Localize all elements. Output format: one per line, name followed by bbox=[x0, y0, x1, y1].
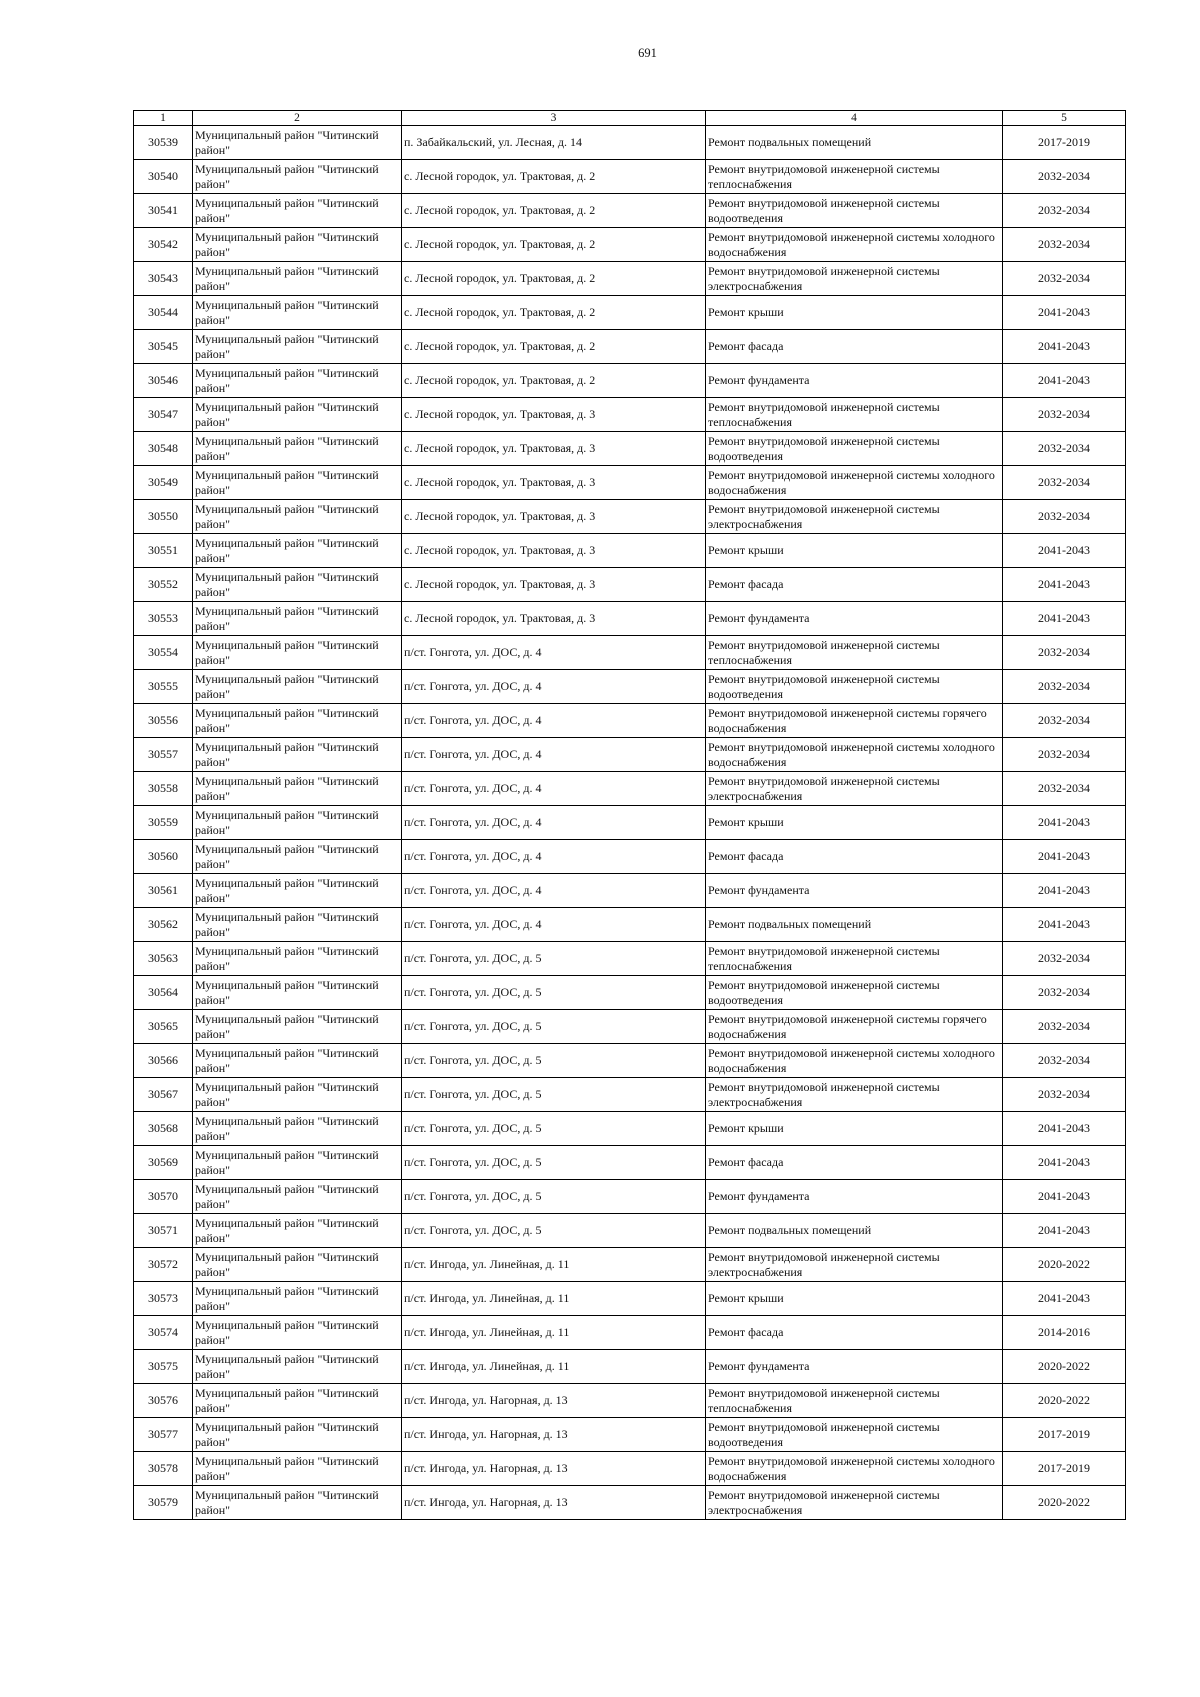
table-row bbox=[134, 1180, 1126, 1214]
work-type-cell: Ремонт внутридомовой инженерной системы теплоснабжения bbox=[706, 1384, 1003, 1418]
work-type-cell: Ремонт фундамента bbox=[706, 1180, 1003, 1214]
column-number: 4 bbox=[706, 111, 1003, 126]
work-type-cell: Ремонт фасада bbox=[706, 330, 1003, 364]
row-number: 30566 bbox=[134, 1044, 193, 1078]
address-cell: п/ст. Ингода, ул. Линейная, д. 11 bbox=[402, 1350, 706, 1384]
work-type-cell: Ремонт крыши bbox=[706, 1112, 1003, 1146]
address-cell: с. Лесной городок, ул. Трактовая, д. 2 bbox=[402, 160, 706, 194]
municipality-cell: Муниципальный район "Читинский район" bbox=[193, 262, 402, 296]
work-type-cell: Ремонт внутридомовой инженерной системы электроснабжения bbox=[706, 262, 1003, 296]
municipality-cell: Муниципальный район "Читинский район" bbox=[193, 1146, 402, 1180]
address-cell: п/ст. Гонгота, ул. ДОС, д. 4 bbox=[402, 670, 706, 704]
table-row bbox=[134, 1248, 1126, 1282]
table-row bbox=[134, 1452, 1126, 1486]
row-number: 30563 bbox=[134, 942, 193, 976]
table-body bbox=[134, 111, 1126, 1520]
period-cell: 2041-2043 bbox=[1003, 806, 1126, 840]
work-type-cell: Ремонт внутридомовой инженерной системы электроснабжения bbox=[706, 772, 1003, 806]
table-row bbox=[134, 976, 1126, 1010]
row-number: 30539 bbox=[134, 126, 193, 160]
municipality-cell: Муниципальный район "Читинский район" bbox=[193, 364, 402, 398]
period-cell: 2032-2034 bbox=[1003, 1044, 1126, 1078]
address-cell: п/ст. Гонгота, ул. ДОС, д. 4 bbox=[402, 806, 706, 840]
work-type-cell: Ремонт подвальных помещений bbox=[706, 908, 1003, 942]
table-row bbox=[134, 432, 1126, 466]
municipality-cell: Муниципальный район "Читинский район" bbox=[193, 160, 402, 194]
row-number: 30579 bbox=[134, 1486, 193, 1520]
row-number: 30564 bbox=[134, 976, 193, 1010]
row-number: 30572 bbox=[134, 1248, 193, 1282]
work-type-cell: Ремонт внутридомовой инженерной системы теплоснабжения bbox=[706, 398, 1003, 432]
work-type-cell: Ремонт внутридомовой инженерной системы горячего водоснабжения bbox=[706, 1010, 1003, 1044]
table-row bbox=[134, 1418, 1126, 1452]
period-cell: 2032-2034 bbox=[1003, 500, 1126, 534]
address-cell: с. Лесной городок, ул. Трактовая, д. 3 bbox=[402, 602, 706, 636]
municipality-cell: Муниципальный район "Читинский район" bbox=[193, 1350, 402, 1384]
period-cell: 2041-2043 bbox=[1003, 602, 1126, 636]
address-cell: п/ст. Гонгота, ул. ДОС, д. 5 bbox=[402, 942, 706, 976]
table-row bbox=[134, 1112, 1126, 1146]
row-number: 30549 bbox=[134, 466, 193, 500]
table-row bbox=[134, 364, 1126, 398]
address-cell: п/ст. Гонгота, ул. ДОС, д. 5 bbox=[402, 1180, 706, 1214]
row-number: 30559 bbox=[134, 806, 193, 840]
municipality-cell: Муниципальный район "Читинский район" bbox=[193, 942, 402, 976]
address-cell: п/ст. Ингода, ул. Линейная, д. 11 bbox=[402, 1248, 706, 1282]
work-type-cell: Ремонт внутридомовой инженерной системы горячего водоснабжения bbox=[706, 704, 1003, 738]
period-cell: 2020-2022 bbox=[1003, 1486, 1126, 1520]
municipality-cell: Муниципальный район "Читинский район" bbox=[193, 908, 402, 942]
work-type-cell: Ремонт внутридомовой инженерной системы холодного водоснабжения bbox=[706, 228, 1003, 262]
work-type-cell: Ремонт фасада bbox=[706, 1146, 1003, 1180]
work-type-cell: Ремонт фасада bbox=[706, 840, 1003, 874]
address-cell: п/ст. Гонгота, ул. ДОС, д. 5 bbox=[402, 1112, 706, 1146]
period-cell: 2032-2034 bbox=[1003, 1078, 1126, 1112]
work-type-cell: Ремонт внутридомовой инженерной системы теплоснабжения bbox=[706, 160, 1003, 194]
work-type-cell: Ремонт внутридомовой инженерной системы холодного водоснабжения bbox=[706, 1044, 1003, 1078]
municipality-cell: Муниципальный район "Читинский район" bbox=[193, 670, 402, 704]
municipality-cell: Муниципальный район "Читинский район" bbox=[193, 296, 402, 330]
address-cell: с. Лесной городок, ул. Трактовая, д. 2 bbox=[402, 194, 706, 228]
table-row bbox=[134, 738, 1126, 772]
period-cell: 2041-2043 bbox=[1003, 534, 1126, 568]
row-number: 30578 bbox=[134, 1452, 193, 1486]
address-cell: с. Лесной городок, ул. Трактовая, д. 3 bbox=[402, 432, 706, 466]
work-type-cell: Ремонт фундамента bbox=[706, 602, 1003, 636]
row-number: 30560 bbox=[134, 840, 193, 874]
work-type-cell: Ремонт подвальных помещений bbox=[706, 126, 1003, 160]
row-number: 30558 bbox=[134, 772, 193, 806]
municipality-cell: Муниципальный район "Читинский район" bbox=[193, 1180, 402, 1214]
work-type-cell: Ремонт внутридомовой инженерной системы электроснабжения bbox=[706, 1248, 1003, 1282]
table-row bbox=[134, 1350, 1126, 1384]
period-cell: 2041-2043 bbox=[1003, 330, 1126, 364]
municipality-cell: Муниципальный район "Читинский район" bbox=[193, 466, 402, 500]
row-number: 30568 bbox=[134, 1112, 193, 1146]
period-cell: 2032-2034 bbox=[1003, 976, 1126, 1010]
column-number-row bbox=[134, 111, 1126, 126]
work-type-cell: Ремонт внутридомовой инженерной системы электроснабжения bbox=[706, 1078, 1003, 1112]
period-cell: 2041-2043 bbox=[1003, 1214, 1126, 1248]
address-cell: п/ст. Гонгота, ул. ДОС, д. 4 bbox=[402, 636, 706, 670]
municipality-cell: Муниципальный район "Читинский район" bbox=[193, 636, 402, 670]
municipality-cell: Муниципальный район "Читинский район" bbox=[193, 738, 402, 772]
address-cell: с. Лесной городок, ул. Трактовая, д. 3 bbox=[402, 398, 706, 432]
period-cell: 2032-2034 bbox=[1003, 704, 1126, 738]
municipality-cell: Муниципальный район "Читинский район" bbox=[193, 500, 402, 534]
table-row bbox=[134, 262, 1126, 296]
table-row bbox=[134, 636, 1126, 670]
address-cell: п/ст. Гонгота, ул. ДОС, д. 5 bbox=[402, 1078, 706, 1112]
work-type-cell: Ремонт фундамента bbox=[706, 1350, 1003, 1384]
row-number: 30544 bbox=[134, 296, 193, 330]
table-row bbox=[134, 670, 1126, 704]
table-row bbox=[134, 1384, 1126, 1418]
table-row bbox=[134, 942, 1126, 976]
work-type-cell: Ремонт внутридомовой инженерной системы холодного водоснабжения bbox=[706, 738, 1003, 772]
address-cell: п/ст. Гонгота, ул. ДОС, д. 5 bbox=[402, 1146, 706, 1180]
row-number: 30556 bbox=[134, 704, 193, 738]
row-number: 30551 bbox=[134, 534, 193, 568]
municipality-cell: Муниципальный район "Читинский район" bbox=[193, 1452, 402, 1486]
row-number: 30547 bbox=[134, 398, 193, 432]
period-cell: 2041-2043 bbox=[1003, 908, 1126, 942]
period-cell: 2032-2034 bbox=[1003, 194, 1126, 228]
period-cell: 2041-2043 bbox=[1003, 296, 1126, 330]
work-type-cell: Ремонт внутридомовой инженерной системы водоотведения bbox=[706, 1418, 1003, 1452]
address-cell: п/ст. Гонгота, ул. ДОС, д. 4 bbox=[402, 738, 706, 772]
address-cell: п/ст. Ингода, ул. Линейная, д. 11 bbox=[402, 1282, 706, 1316]
table-row bbox=[134, 1282, 1126, 1316]
row-number: 30570 bbox=[134, 1180, 193, 1214]
municipality-cell: Муниципальный район "Читинский район" bbox=[193, 194, 402, 228]
address-cell: п/ст. Гонгота, ул. ДОС, д. 4 bbox=[402, 908, 706, 942]
municipality-cell: Муниципальный район "Читинский район" bbox=[193, 1418, 402, 1452]
municipality-cell: Муниципальный район "Читинский район" bbox=[193, 126, 402, 160]
row-number: 30546 bbox=[134, 364, 193, 398]
table-row bbox=[134, 398, 1126, 432]
row-number: 30576 bbox=[134, 1384, 193, 1418]
municipality-cell: Муниципальный район "Читинский район" bbox=[193, 806, 402, 840]
work-type-cell: Ремонт фундамента bbox=[706, 874, 1003, 908]
address-cell: п. Забайкальский, ул. Лесная, д. 14 bbox=[402, 126, 706, 160]
work-type-cell: Ремонт крыши bbox=[706, 534, 1003, 568]
period-cell: 2020-2022 bbox=[1003, 1384, 1126, 1418]
work-type-cell: Ремонт крыши bbox=[706, 296, 1003, 330]
work-type-cell: Ремонт внутридомовой инженерной системы водоотведения bbox=[706, 432, 1003, 466]
table-row bbox=[134, 296, 1126, 330]
municipality-cell: Муниципальный район "Читинский район" bbox=[193, 1112, 402, 1146]
period-cell: 2032-2034 bbox=[1003, 160, 1126, 194]
address-cell: с. Лесной городок, ул. Трактовая, д. 2 bbox=[402, 364, 706, 398]
address-cell: с. Лесной городок, ул. Трактовая, д. 2 bbox=[402, 330, 706, 364]
period-cell: 2032-2034 bbox=[1003, 1010, 1126, 1044]
column-number: 3 bbox=[402, 111, 706, 126]
period-cell: 2017-2019 bbox=[1003, 126, 1126, 160]
table-row bbox=[134, 466, 1126, 500]
address-cell: п/ст. Гонгота, ул. ДОС, д. 5 bbox=[402, 1044, 706, 1078]
period-cell: 2032-2034 bbox=[1003, 398, 1126, 432]
address-cell: п/ст. Ингода, ул. Нагорная, д. 13 bbox=[402, 1486, 706, 1520]
row-number: 30545 bbox=[134, 330, 193, 364]
municipality-cell: Муниципальный район "Читинский район" bbox=[193, 772, 402, 806]
work-type-cell: Ремонт внутридомовой инженерной системы холодного водоснабжения bbox=[706, 1452, 1003, 1486]
work-type-cell: Ремонт крыши bbox=[706, 806, 1003, 840]
address-cell: п/ст. Гонгота, ул. ДОС, д. 4 bbox=[402, 704, 706, 738]
row-number: 30577 bbox=[134, 1418, 193, 1452]
municipality-cell: Муниципальный район "Читинский район" bbox=[193, 1044, 402, 1078]
row-number: 30562 bbox=[134, 908, 193, 942]
municipality-cell: Муниципальный район "Читинский район" bbox=[193, 228, 402, 262]
period-cell: 2014-2016 bbox=[1003, 1316, 1126, 1350]
row-number: 30552 bbox=[134, 568, 193, 602]
municipality-cell: Муниципальный район "Читинский район" bbox=[193, 534, 402, 568]
table-row bbox=[134, 1010, 1126, 1044]
row-number: 30571 bbox=[134, 1214, 193, 1248]
address-cell: с. Лесной городок, ул. Трактовая, д. 3 bbox=[402, 568, 706, 602]
table-row bbox=[134, 1146, 1126, 1180]
address-cell: п/ст. Гонгота, ул. ДОС, д. 5 bbox=[402, 976, 706, 1010]
period-cell: 2032-2034 bbox=[1003, 262, 1126, 296]
row-number: 30555 bbox=[134, 670, 193, 704]
period-cell: 2041-2043 bbox=[1003, 840, 1126, 874]
work-type-cell: Ремонт внутридомовой инженерной системы холодного водоснабжения bbox=[706, 466, 1003, 500]
table-row bbox=[134, 806, 1126, 840]
column-number: 5 bbox=[1003, 111, 1126, 126]
address-cell: п/ст. Гонгота, ул. ДОС, д. 4 bbox=[402, 874, 706, 908]
period-cell: 2041-2043 bbox=[1003, 568, 1126, 602]
table-row bbox=[134, 840, 1126, 874]
table-row bbox=[134, 704, 1126, 738]
municipality-cell: Муниципальный район "Читинский район" bbox=[193, 840, 402, 874]
municipality-cell: Муниципальный район "Читинский район" bbox=[193, 1282, 402, 1316]
row-number: 30561 bbox=[134, 874, 193, 908]
address-cell: п/ст. Ингода, ул. Нагорная, д. 13 bbox=[402, 1418, 706, 1452]
municipality-cell: Муниципальный район "Читинский район" bbox=[193, 1316, 402, 1350]
period-cell: 2041-2043 bbox=[1003, 874, 1126, 908]
period-cell: 2032-2034 bbox=[1003, 942, 1126, 976]
municipality-cell: Муниципальный район "Читинский район" bbox=[193, 874, 402, 908]
address-cell: с. Лесной городок, ул. Трактовая, д. 2 bbox=[402, 296, 706, 330]
row-number: 30569 bbox=[134, 1146, 193, 1180]
work-type-cell: Ремонт внутридомовой инженерной системы электроснабжения bbox=[706, 1486, 1003, 1520]
row-number: 30575 bbox=[134, 1350, 193, 1384]
table-row bbox=[134, 228, 1126, 262]
period-cell: 2032-2034 bbox=[1003, 228, 1126, 262]
address-cell: с. Лесной городок, ул. Трактовая, д. 2 bbox=[402, 228, 706, 262]
work-type-cell: Ремонт фасада bbox=[706, 1316, 1003, 1350]
period-cell: 2041-2043 bbox=[1003, 1282, 1126, 1316]
row-number: 30574 bbox=[134, 1316, 193, 1350]
address-cell: с. Лесной городок, ул. Трактовая, д. 2 bbox=[402, 262, 706, 296]
address-cell: п/ст. Гонгота, ул. ДОС, д. 5 bbox=[402, 1214, 706, 1248]
table-row bbox=[134, 500, 1126, 534]
page-number: 691 bbox=[638, 46, 657, 60]
municipality-cell: Муниципальный район "Читинский район" bbox=[193, 568, 402, 602]
work-type-cell: Ремонт фасада bbox=[706, 568, 1003, 602]
period-cell: 2032-2034 bbox=[1003, 738, 1126, 772]
period-cell: 2017-2019 bbox=[1003, 1452, 1126, 1486]
work-type-cell: Ремонт внутридомовой инженерной системы теплоснабжения bbox=[706, 636, 1003, 670]
municipality-cell: Муниципальный район "Читинский район" bbox=[193, 1214, 402, 1248]
municipality-cell: Муниципальный район "Читинский район" bbox=[193, 1078, 402, 1112]
work-type-cell: Ремонт внутридомовой инженерной системы теплоснабжения bbox=[706, 942, 1003, 976]
address-cell: п/ст. Гонгота, ул. ДОС, д. 4 bbox=[402, 840, 706, 874]
address-cell: п/ст. Ингода, ул. Нагорная, д. 13 bbox=[402, 1384, 706, 1418]
period-cell: 2032-2034 bbox=[1003, 466, 1126, 500]
work-type-cell: Ремонт внутридомовой инженерной системы электроснабжения bbox=[706, 500, 1003, 534]
municipality-cell: Муниципальный район "Читинский район" bbox=[193, 1384, 402, 1418]
table-row bbox=[134, 126, 1126, 160]
row-number: 30554 bbox=[134, 636, 193, 670]
row-number: 30550 bbox=[134, 500, 193, 534]
table-row bbox=[134, 1316, 1126, 1350]
period-cell: 2017-2019 bbox=[1003, 1418, 1126, 1452]
table-row bbox=[134, 568, 1126, 602]
municipality-cell: Муниципальный район "Читинский район" bbox=[193, 1248, 402, 1282]
table-row bbox=[134, 1078, 1126, 1112]
work-type-cell: Ремонт фундамента bbox=[706, 364, 1003, 398]
period-cell: 2041-2043 bbox=[1003, 364, 1126, 398]
work-type-cell: Ремонт внутридомовой инженерной системы водоотведения bbox=[706, 194, 1003, 228]
period-cell: 2041-2043 bbox=[1003, 1146, 1126, 1180]
table-row bbox=[134, 908, 1126, 942]
address-cell: п/ст. Гонгота, ул. ДОС, д. 5 bbox=[402, 1010, 706, 1044]
period-cell: 2032-2034 bbox=[1003, 670, 1126, 704]
row-number: 30557 bbox=[134, 738, 193, 772]
work-type-cell: Ремонт внутридомовой инженерной системы водоотведения bbox=[706, 976, 1003, 1010]
table-row bbox=[134, 874, 1126, 908]
period-cell: 2032-2034 bbox=[1003, 772, 1126, 806]
municipality-cell: Муниципальный район "Читинский район" bbox=[193, 432, 402, 466]
column-number: 1 bbox=[134, 111, 193, 126]
period-cell: 2041-2043 bbox=[1003, 1112, 1126, 1146]
table-row bbox=[134, 160, 1126, 194]
table-row bbox=[134, 602, 1126, 636]
address-cell: с. Лесной городок, ул. Трактовая, д. 3 bbox=[402, 500, 706, 534]
table-row bbox=[134, 194, 1126, 228]
row-number: 30567 bbox=[134, 1078, 193, 1112]
work-type-cell: Ремонт подвальных помещений bbox=[706, 1214, 1003, 1248]
column-number: 2 bbox=[193, 111, 402, 126]
row-number: 30542 bbox=[134, 228, 193, 262]
address-cell: п/ст. Ингода, ул. Нагорная, д. 13 bbox=[402, 1452, 706, 1486]
period-cell: 2032-2034 bbox=[1003, 432, 1126, 466]
address-cell: п/ст. Гонгота, ул. ДОС, д. 4 bbox=[402, 772, 706, 806]
repair-schedule-table bbox=[133, 110, 1126, 1520]
municipality-cell: Муниципальный район "Читинский район" bbox=[193, 398, 402, 432]
row-number: 30565 bbox=[134, 1010, 193, 1044]
period-cell: 2020-2022 bbox=[1003, 1350, 1126, 1384]
row-number: 30543 bbox=[134, 262, 193, 296]
address-cell: с. Лесной городок, ул. Трактовая, д. 3 bbox=[402, 534, 706, 568]
row-number: 30553 bbox=[134, 602, 193, 636]
row-number: 30540 bbox=[134, 160, 193, 194]
work-type-cell: Ремонт крыши bbox=[706, 1282, 1003, 1316]
table-row bbox=[134, 772, 1126, 806]
row-number: 30541 bbox=[134, 194, 193, 228]
period-cell: 2020-2022 bbox=[1003, 1248, 1126, 1282]
table-row bbox=[134, 1214, 1126, 1248]
row-number: 30573 bbox=[134, 1282, 193, 1316]
table-row bbox=[134, 330, 1126, 364]
address-cell: п/ст. Ингода, ул. Линейная, д. 11 bbox=[402, 1316, 706, 1350]
municipality-cell: Муниципальный район "Читинский район" bbox=[193, 1486, 402, 1520]
row-number: 30548 bbox=[134, 432, 193, 466]
work-type-cell: Ремонт внутридомовой инженерной системы водоотведения bbox=[706, 670, 1003, 704]
municipality-cell: Муниципальный район "Читинский район" bbox=[193, 976, 402, 1010]
period-cell: 2032-2034 bbox=[1003, 636, 1126, 670]
table-row bbox=[134, 534, 1126, 568]
period-cell: 2041-2043 bbox=[1003, 1180, 1126, 1214]
table-row bbox=[134, 1486, 1126, 1520]
municipality-cell: Муниципальный район "Читинский район" bbox=[193, 602, 402, 636]
municipality-cell: Муниципальный район "Читинский район" bbox=[193, 704, 402, 738]
table-row bbox=[134, 1044, 1126, 1078]
municipality-cell: Муниципальный район "Читинский район" bbox=[193, 1010, 402, 1044]
address-cell: с. Лесной городок, ул. Трактовая, д. 3 bbox=[402, 466, 706, 500]
municipality-cell: Муниципальный район "Читинский район" bbox=[193, 330, 402, 364]
